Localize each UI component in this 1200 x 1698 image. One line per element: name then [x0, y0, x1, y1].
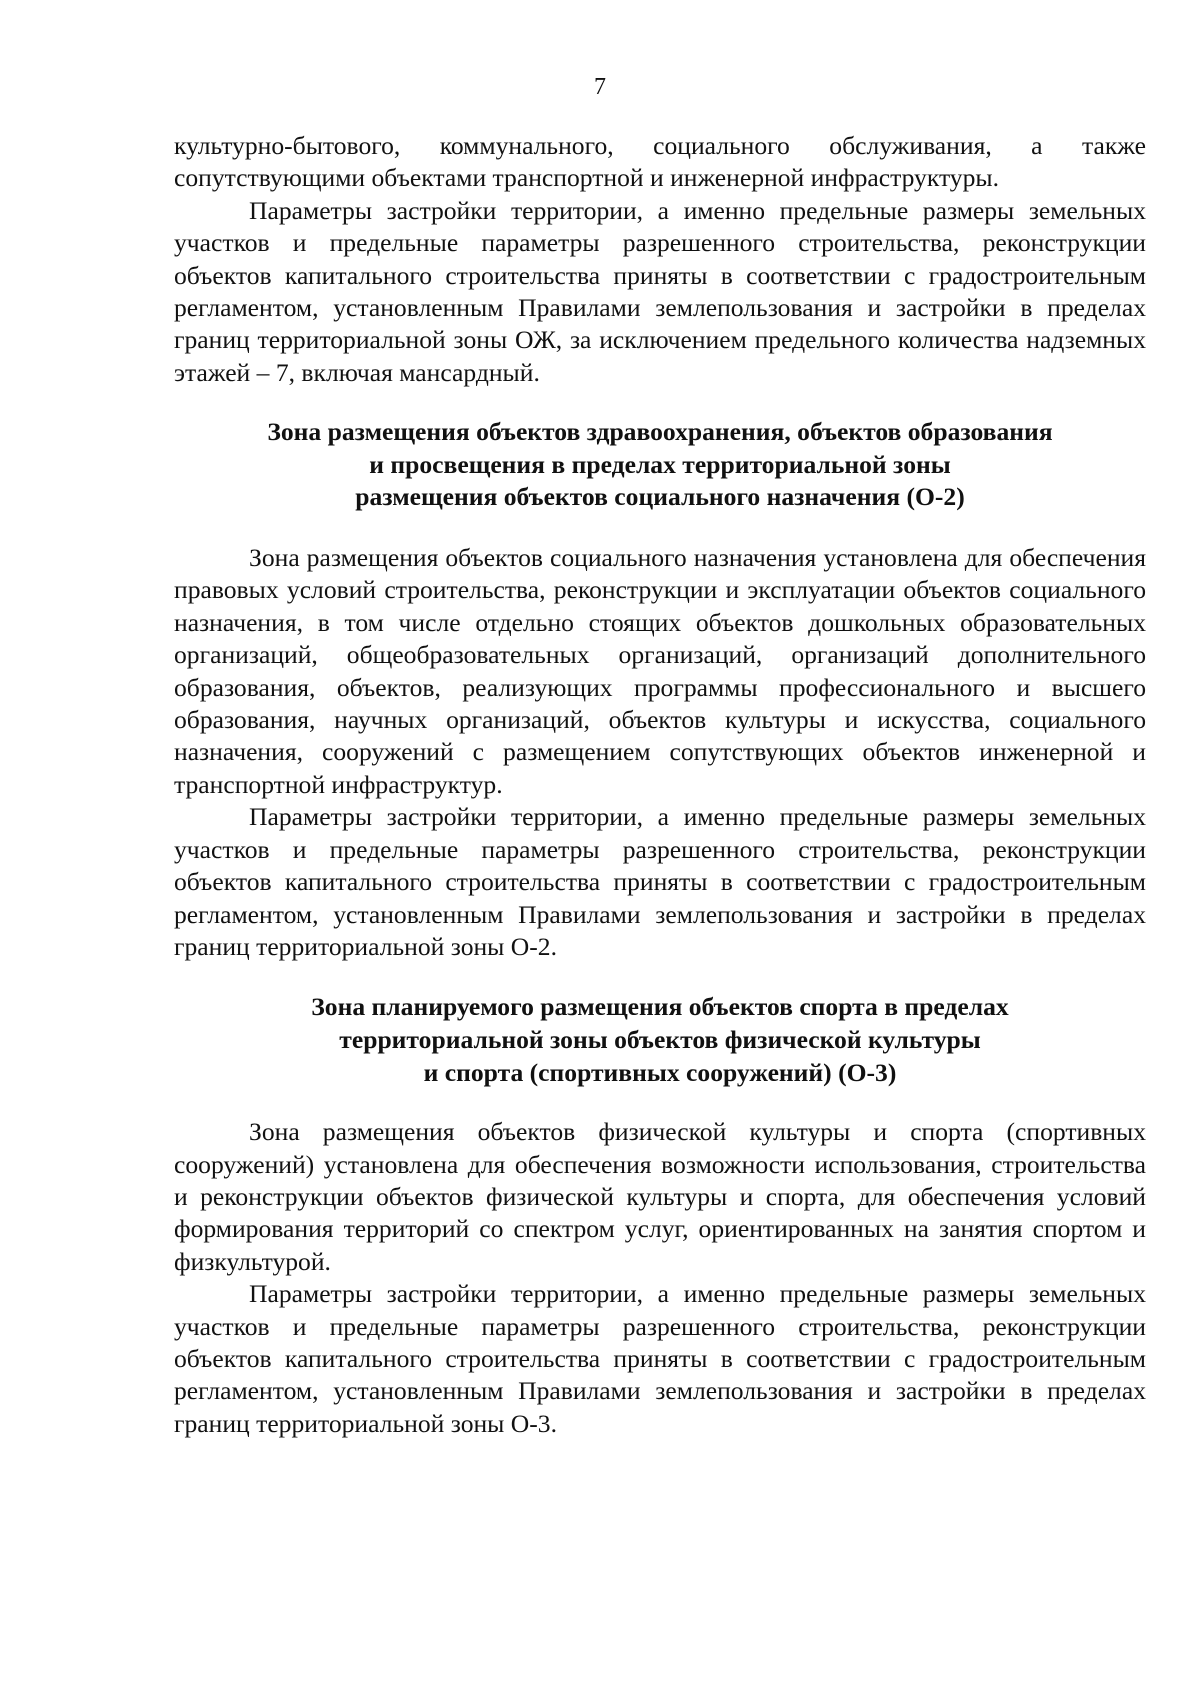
paragraph-continued: культурно-бытового, коммунального, социального обслуживания, а также сопутствующими объектами транспортной и инженерной инфраструктуры. — [174, 131, 1146, 193]
heading-line: Зона планируемого размещения объектов спорта в пределах — [311, 992, 1009, 1022]
paragraph-o3-description: Зона размещения объектов физической культуры и спорта (спортивных сооружений) установлена для обеспечения возможности использования, строительства и реконструкции объектов физической культуры и спорта, для обеспечения условий формирования территорий со спектром услуг, ориентированных на занятия спортом и физкультурой. — [174, 1117, 1146, 1276]
heading-line: Зона размещения объектов здравоохранения, объектов образования — [267, 417, 1053, 447]
page-number: 7 — [594, 74, 606, 100]
section-heading-o2 — [174, 416, 1146, 514]
paragraph-o3-parameters: Параметры застройки территории, а именно предельные размеры земельных участков и предельные параметры разрешенного строительства, реконструкции объектов капитального строительства приняты в соответствии с градостроительным регламентом, установленным Правилами землепользования и застройки в пределах границ территориальной зоны О-3. — [174, 1279, 1146, 1438]
paragraph-parameters-ozh: Параметры застройки территории, а именно предельные размеры земельных участков и предельные параметры разрешенного строительства, реконструкции объектов капитального строительства приняты в соответствии с градостроительным регламентом, установленным Правилами землепользования и застройки в пределах границ территориальной зоны ОЖ, за исключением предельного количества надземных этажей – 7, включая мансардный. — [174, 195, 1146, 387]
heading-line: территориальной зоны объектов физической культуры — [339, 1024, 981, 1054]
spacer — [174, 389, 1146, 416]
spacer — [174, 1089, 1146, 1116]
page-content — [174, 130, 1146, 1440]
heading-line: и просвещения в пределах территориальной зоны — [369, 449, 951, 479]
heading-line: и спорта (спортивных сооружений) (О-3) — [423, 1057, 897, 1087]
spacer — [174, 514, 1146, 542]
paragraph-o2-parameters: Параметры застройки территории, а именно предельные размеры земельных участков и предельные параметры разрешенного строительства, реконструкции объектов капитального строительства приняты в соответствии с градостроительным регламентом, установленным Правилами землепользования и застройки в пределах границ территориальной зоны О-2. — [174, 802, 1146, 961]
paragraph-o2-description: Зона размещения объектов социального назначения установлена для обеспечения правовых условий строительства, реконструкции и эксплуатации объектов социального назначения, в том числе отдельно стоящих объектов дошкольных образовательных организаций, общеобразовательных организаций, организаций дополнительного образования, объектов, реализующих программы профессионального и высшего образования, научных организаций, объектов культуры и искусства, социального назначения, сооружений с размещением сопутствующих объектов инженерной и транспортной инфраструктур. — [174, 543, 1146, 799]
section-heading-o3 — [174, 991, 1146, 1089]
spacer — [174, 963, 1146, 991]
heading-line: размещения объектов социального назначения (О-2) — [355, 482, 965, 512]
